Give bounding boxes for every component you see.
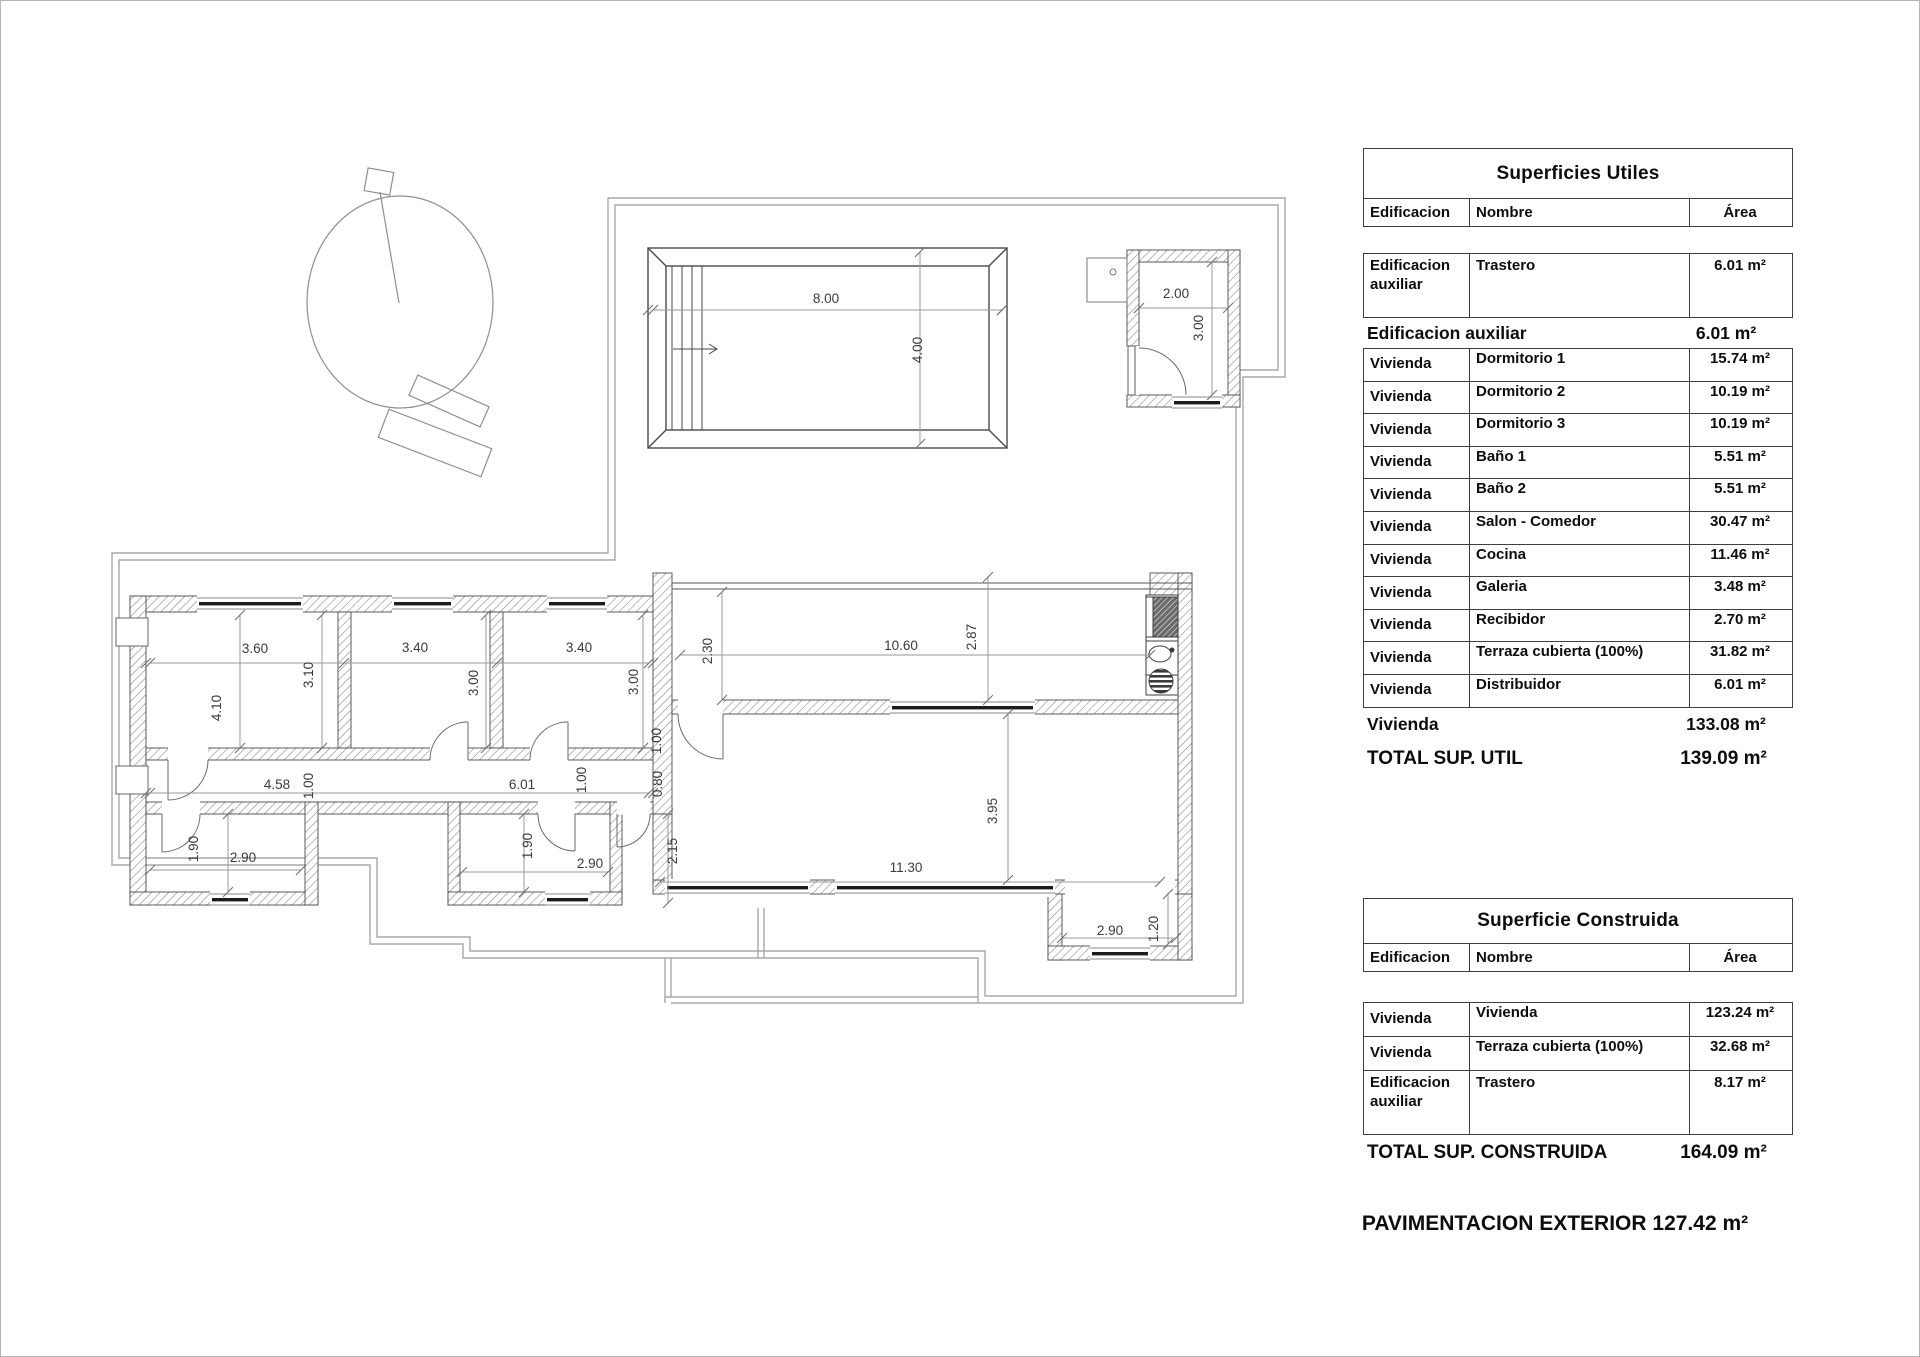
column-header-area: Área <box>1689 199 1790 227</box>
table-row <box>1364 576 1792 609</box>
cell-nombre: Terraza cubierta (100%) <box>1469 1037 1689 1070</box>
cell-area: 30.47 m² <box>1689 512 1790 544</box>
table-header <box>1363 148 1793 227</box>
cell-edificacion: Vivienda <box>1370 681 1432 699</box>
table-row <box>1364 1036 1792 1070</box>
cell-edificacion: Vivienda <box>1370 355 1432 373</box>
table-title: Superficies Utiles <box>1496 163 1660 184</box>
cell-edificacion: Edificacion auxiliar <box>1370 1074 1451 1110</box>
terrace-edge <box>672 583 1192 589</box>
column-header-edificacion: Edificacion <box>1370 204 1451 221</box>
dimension-label: 0.80 <box>650 770 665 798</box>
dimension-label: 8.00 <box>812 291 840 306</box>
cell-area: 2.70 m² <box>1689 610 1790 642</box>
cell-nombre: Galeria <box>1469 577 1689 609</box>
cell-edificacion: Vivienda <box>1370 583 1432 601</box>
dimension-label: 2.90 <box>229 850 257 865</box>
table-row <box>1364 1070 1792 1134</box>
dimension-label: 10.60 <box>884 638 918 653</box>
cell-nombre: Trastero <box>1469 254 1689 317</box>
dimension-label: 3.95 <box>985 797 1000 825</box>
cell-edificacion: Vivienda <box>1370 550 1432 568</box>
garden-tree <box>307 168 493 477</box>
cell-nombre: Baño 2 <box>1469 479 1689 511</box>
table-row <box>1364 446 1792 479</box>
total-sup-construida-row <box>1363 1135 1793 1171</box>
cell-edificacion: Vivienda <box>1370 1010 1432 1028</box>
summary-label: Vivienda <box>1367 713 1439 734</box>
cell-area: 32.68 m² <box>1689 1037 1790 1070</box>
cell-area: 123.24 m² <box>1689 1003 1790 1036</box>
total-value: 139.09 m² <box>1680 747 1767 769</box>
pavimentacion-exterior-note: PAVIMENTACION EXTERIOR 127.42 m² <box>1361 1212 1749 1235</box>
table-row <box>1364 544 1792 577</box>
dimension-label: 2.90 <box>1096 923 1124 938</box>
summary-value: 6.01 m² <box>1695 322 1757 343</box>
cell-edificacion: Vivienda <box>1370 485 1432 503</box>
dimension-label: 11.30 <box>889 860 923 875</box>
dimension-label: 3.40 <box>401 640 429 655</box>
cell-area: 3.48 m² <box>1689 577 1790 609</box>
table-title: Superficie Construida <box>1477 910 1679 931</box>
dimension-label: 3.10 <box>301 661 316 689</box>
table-row <box>1364 478 1792 511</box>
cell-edificacion: Vivienda <box>1370 453 1432 471</box>
dimension-label: 3.00 <box>1191 314 1206 342</box>
column-header-nombre: Nombre <box>1469 199 1689 227</box>
cell-area: 6.01 m² <box>1689 675 1790 707</box>
summary-label: Edificacion auxiliar <box>1367 322 1527 343</box>
cell-edificacion: Vivienda <box>1370 518 1432 536</box>
cell-area: 8.17 m² <box>1689 1071 1790 1134</box>
superficies-utiles-table <box>1363 148 1793 777</box>
column-header-nombre: Nombre <box>1469 944 1689 972</box>
table-row <box>1364 381 1792 414</box>
trastero-annex-unit <box>1087 258 1127 302</box>
dimension-label: 1.00 <box>301 772 316 800</box>
cell-nombre: Dormitorio 2 <box>1469 382 1689 414</box>
cell-nombre: Distribuidor <box>1469 675 1689 707</box>
dimension-label: 3.60 <box>241 641 269 656</box>
dimension-label: 1.00 <box>649 727 664 755</box>
dimension-label: 2.15 <box>665 837 680 865</box>
cell-edificacion: Vivienda <box>1370 420 1432 438</box>
cell-area: 10.19 m² <box>1689 414 1790 446</box>
dimension-label: 1.00 <box>574 766 589 794</box>
total-sup-util-row <box>1363 741 1793 777</box>
dimension-label: 1.90 <box>520 832 535 860</box>
exterior-paving-lines <box>665 908 978 1003</box>
outdoor-kitchen <box>1146 595 1178 695</box>
column-header-edificacion: Edificacion <box>1370 949 1451 966</box>
table-row <box>1364 511 1792 544</box>
sun-lounger <box>409 375 489 427</box>
cell-area: 11.46 m² <box>1689 545 1790 577</box>
total-label: TOTAL SUP. CONSTRUIDA <box>1367 1142 1608 1163</box>
table-row <box>1364 641 1792 674</box>
cell-edificacion: Vivienda <box>1370 388 1432 406</box>
edificacion-auxiliar-block <box>1363 253 1793 318</box>
total-label: TOTAL SUP. UTIL <box>1367 747 1523 769</box>
dimension-label: 1.20 <box>1146 915 1161 943</box>
cell-nombre: Salon - Comedor <box>1469 512 1689 544</box>
cell-nombre: Recibidor <box>1469 610 1689 642</box>
cell-nombre: Vivienda <box>1469 1003 1689 1036</box>
pool-arrow <box>673 344 717 354</box>
cell-nombre: Cocina <box>1469 545 1689 577</box>
edificacion-auxiliar-summary <box>1363 318 1793 348</box>
dimension-label: 2.87 <box>964 623 979 651</box>
table-row <box>1364 1003 1792 1036</box>
cell-area: 31.82 m² <box>1689 642 1790 674</box>
vivienda-summary <box>1363 708 1793 741</box>
cell-nombre: Trastero <box>1469 1071 1689 1134</box>
swimming-pool <box>648 248 1007 448</box>
table-row <box>1364 674 1792 707</box>
grill-icon <box>1152 597 1178 637</box>
cell-area: 5.51 m² <box>1689 447 1790 479</box>
vivienda-block <box>1363 348 1793 708</box>
dimension-label: 3.40 <box>565 640 593 655</box>
cell-edificacion: Vivienda <box>1370 1044 1432 1062</box>
pool-steps <box>672 266 702 430</box>
dimension-label: 2.00 <box>1162 286 1190 301</box>
construida-block <box>1363 1002 1793 1135</box>
dimension-label: 2.90 <box>576 856 604 871</box>
total-value: 164.09 m² <box>1680 1142 1767 1163</box>
dimension-label: 4.58 <box>263 777 291 792</box>
cell-area: 5.51 m² <box>1689 479 1790 511</box>
summary-value: 133.08 m² <box>1686 713 1766 734</box>
table-row <box>1364 254 1792 317</box>
superficie-construida-table <box>1363 898 1793 1171</box>
dimension-label: 3.00 <box>466 669 481 697</box>
dimension-label: 1.90 <box>186 835 201 863</box>
table-header <box>1363 898 1793 972</box>
cell-nombre: Terraza cubierta (100%) <box>1469 642 1689 674</box>
dimension-label: 2.30 <box>700 637 715 665</box>
cell-edificacion: Edificacion auxiliar <box>1370 257 1451 293</box>
column-header-area: Área <box>1689 944 1790 972</box>
cell-nombre: Dormitorio 1 <box>1469 349 1689 381</box>
cell-area: 15.74 m² <box>1689 349 1790 381</box>
burner-icon <box>1149 669 1173 693</box>
cell-edificacion: Vivienda <box>1370 616 1432 634</box>
cell-nombre: Dormitorio 3 <box>1469 414 1689 446</box>
sun-lounger <box>378 409 491 476</box>
dimension-label: 6.01 <box>508 777 536 792</box>
dimension-label: 4.00 <box>910 336 925 364</box>
cell-area: 10.19 m² <box>1689 382 1790 414</box>
dimension-label: 4.10 <box>209 694 224 722</box>
table-row <box>1364 349 1792 381</box>
table-row <box>1364 609 1792 642</box>
dimension-label: 3.00 <box>626 668 641 696</box>
cell-nombre: Baño 1 <box>1469 447 1689 479</box>
cell-edificacion: Vivienda <box>1370 648 1432 666</box>
table-row <box>1364 413 1792 446</box>
cell-area: 6.01 m² <box>1689 254 1790 317</box>
